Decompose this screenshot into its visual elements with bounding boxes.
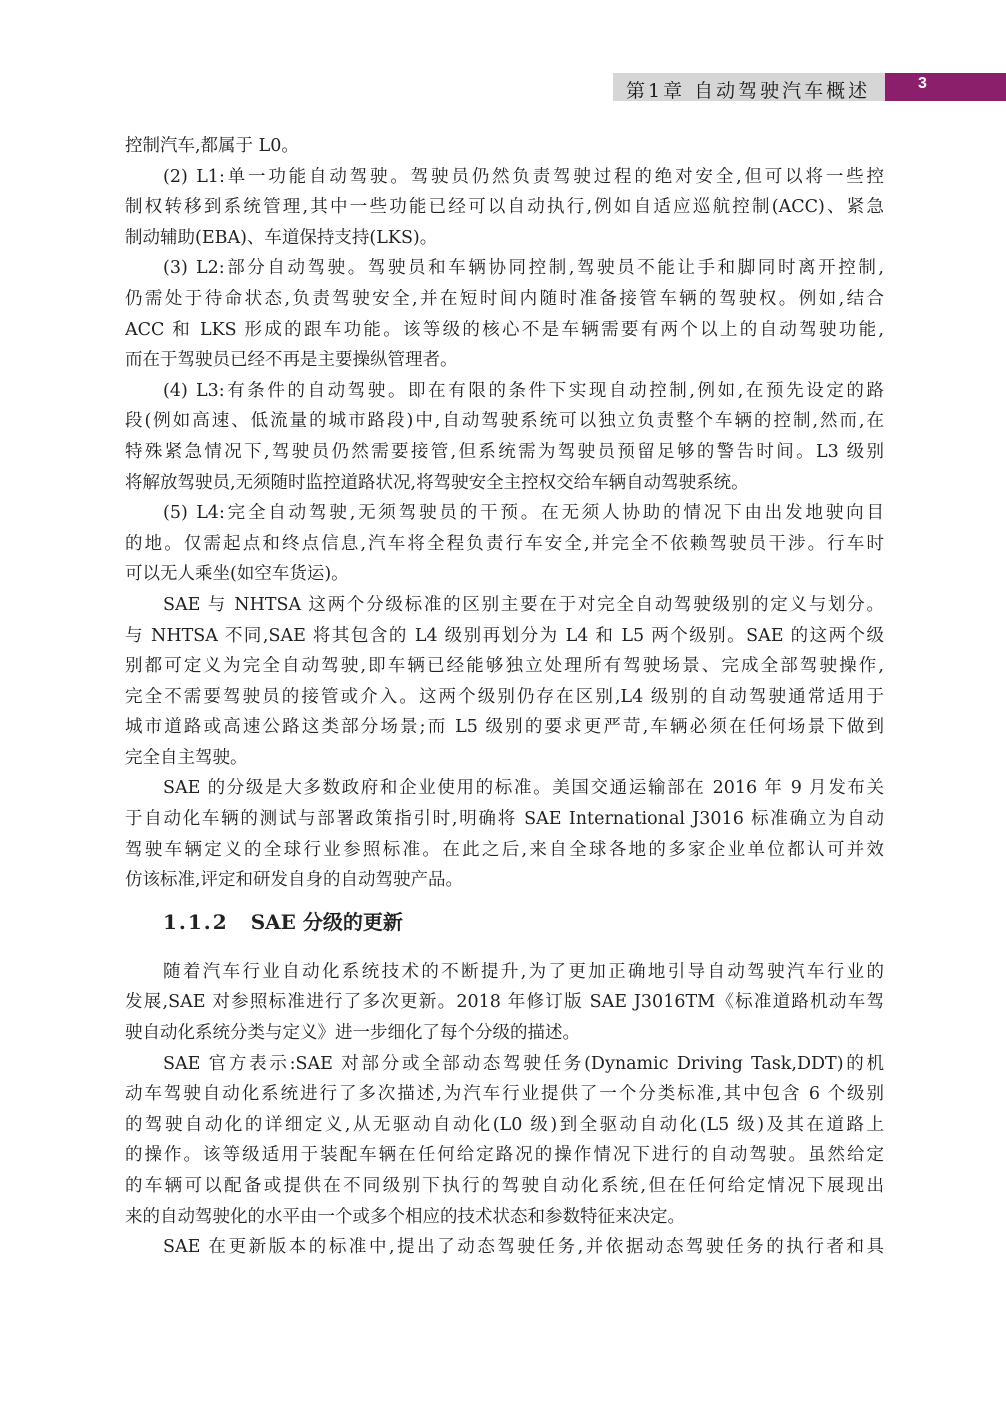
section-heading (125, 901, 884, 951)
running-header-chapter-title: 第1章 自动驾驶汽车概述 (626, 80, 871, 102)
text-line: 完全自主驾驶。 (125, 747, 248, 768)
text-line: (2) L1:单一功能自动驾驶。驾驶员仍然负责驾驶过程的绝对安全,但可以将一些控 (163, 166, 884, 187)
paragraph (125, 376, 884, 498)
section-number: 1.1.2 (163, 909, 229, 934)
text-line: 制动辅助(EBA)、车道保持支持(LKS)。 (125, 227, 438, 248)
text-line: 别都可定义为完全自动驾驶,即车辆已经能够独立处理所有驾驶场景、完成全部驾驶操作, (125, 656, 884, 677)
page-number-tab (885, 73, 1006, 101)
text-line: SAE 官方表示:SAE 对部分或全部动态驾驶任务(Dynamic Driving Task,DDT)的机 (163, 1053, 884, 1074)
text-line: SAE 在更新版本的标准中,提出了动态驾驶任务,并依据动态驾驶任务的执行者和具 (163, 1237, 884, 1258)
text-line: (3) L2:部分自动驾驶。驾驶员和车辆协同控制,驾驶员不能让手和脚同时离开控制, (163, 258, 884, 279)
text-line: ACC 和 LKS 形成的跟车功能。该等级的核心不是车辆需要有两个以上的自动驾驶功能, (125, 319, 884, 340)
text-line: 的车辆可以配备或提供在不同级别下执行的驾驶自动化系统,但在任何给定情况下展现出 (125, 1176, 884, 1196)
text-line: (4) L3:有条件的自动驾驶。即在有限的条件下实现自动控制,例如,在预先设定的路 (163, 380, 884, 401)
paragraph (125, 131, 884, 162)
paragraph (125, 162, 884, 254)
page-number: 3 (918, 75, 927, 92)
text-line: 段(例如高速、低流量的城市路段)中,自动驾驶系统可以独立负责整个车辆的控制,然而,在 (125, 411, 884, 432)
text-line: 特殊紧急情况下,驾驶员仍然需要接管,但系统需为驾驶员预留足够的警告时间。L3 级别 (125, 441, 884, 462)
text-line: 动车驾驶自动化系统进行了多次描述,为汽车行业提供了一个分类标准,其中包含 6 个级别 (125, 1084, 884, 1105)
paragraph (125, 957, 884, 1049)
text-line: 随着汽车行业自动化系统技术的不断提升,为了更加正确地引导自动驾驶汽车行业的 (163, 961, 884, 982)
paragraph (125, 773, 884, 895)
text-line: 驾驶车辆定义的全球行业参照标准。在此之后,来自全球各地的多家企业单位都认可并效 (125, 839, 884, 860)
text-line: 的地。仅需起点和终点信息,汽车将全程负责行车安全,并完全不依赖驾驶员干涉。行车时 (125, 533, 884, 554)
text-line: 的操作。该等级适用于装配车辆在任何给定路况的操作情况下进行的自动驾驶。虽然给定 (125, 1145, 884, 1166)
text-line: 将解放驾驶员,无须随时监控道路状况,将驾驶安全主控权交给车辆自动驾驶系统。 (125, 472, 749, 493)
text-line: 发展,SAE 对参照标准进行了多次更新。2018 年修订版 SAE J3016TM《标准道路机动车驾 (125, 992, 884, 1013)
text-line: 制权转移到系统管理,其中一些功能已经可以自动执行,例如自适应巡航控制(ACC)、紧急 (125, 197, 884, 218)
text-line: 驶自动化系统分类与定义》进一步细化了每个分级的描述。 (125, 1023, 580, 1044)
text-line: 控制汽车,都属于 L0。 (125, 136, 299, 156)
paragraph (125, 253, 884, 375)
section-title: SAE 分级的更新 (250, 909, 403, 934)
text-line: SAE 与 NHTSA 这两个分级标准的区别主要在于对完全自动驾驶级别的定义与划分。 (163, 594, 884, 615)
page-body (125, 131, 884, 1263)
paragraph (125, 1049, 884, 1233)
text-line: 仍需处于待命状态,负责驾驶安全,并在短时间内随时准备接管车辆的驾驶权。例如,结合 (125, 288, 884, 309)
text-line: 仿该标准,评定和研发自身的自动驾驶产品。 (125, 870, 464, 891)
text-line: 可以无人乘坐(如空车货运)。 (125, 564, 349, 585)
text-line: 于自动化车辆的测试与部署政策指引时,明确将 SAE International J3016 标准确立为自动 (125, 809, 884, 830)
paragraph (125, 590, 884, 774)
text-line: 而在于驾驶员已经不再是主要操纵管理者。 (125, 350, 458, 371)
paragraph (125, 498, 884, 590)
text-line: 完全不需要驾驶员的接管或介入。这两个级别仍存在区别,L4 级别的自动驾驶通常适用于 (125, 686, 884, 707)
text-line: SAE 的分级是大多数政府和企业使用的标准。美国交通运输部在 2016 年 9 月发布关 (163, 778, 884, 799)
text-line: 来的自动驾驶化的水平由一个或多个相应的技术状态和参数特征来决定。 (125, 1206, 685, 1227)
text-line: 与 NHTSA 不同,SAE 将其包含的 L4 级别再划分为 L4 和 L5 两个级别。SAE 的这两个级 (125, 625, 884, 646)
text-line: 的驾驶自动化的详细定义,从无驱动自动化(L0 级)到全驱动自动化(L5 级)及其在道路上 (125, 1114, 884, 1135)
text-line: 城市道路或高速公路这类部分场景;而 L5 级别的要求更严苛,车辆必须在任何场景下做到 (125, 717, 884, 738)
paragraph (125, 1232, 884, 1263)
text-line: (5) L4:完全自动驾驶,无须驾驶员的干预。在无须人协助的情况下由出发地驶向目 (163, 503, 884, 524)
